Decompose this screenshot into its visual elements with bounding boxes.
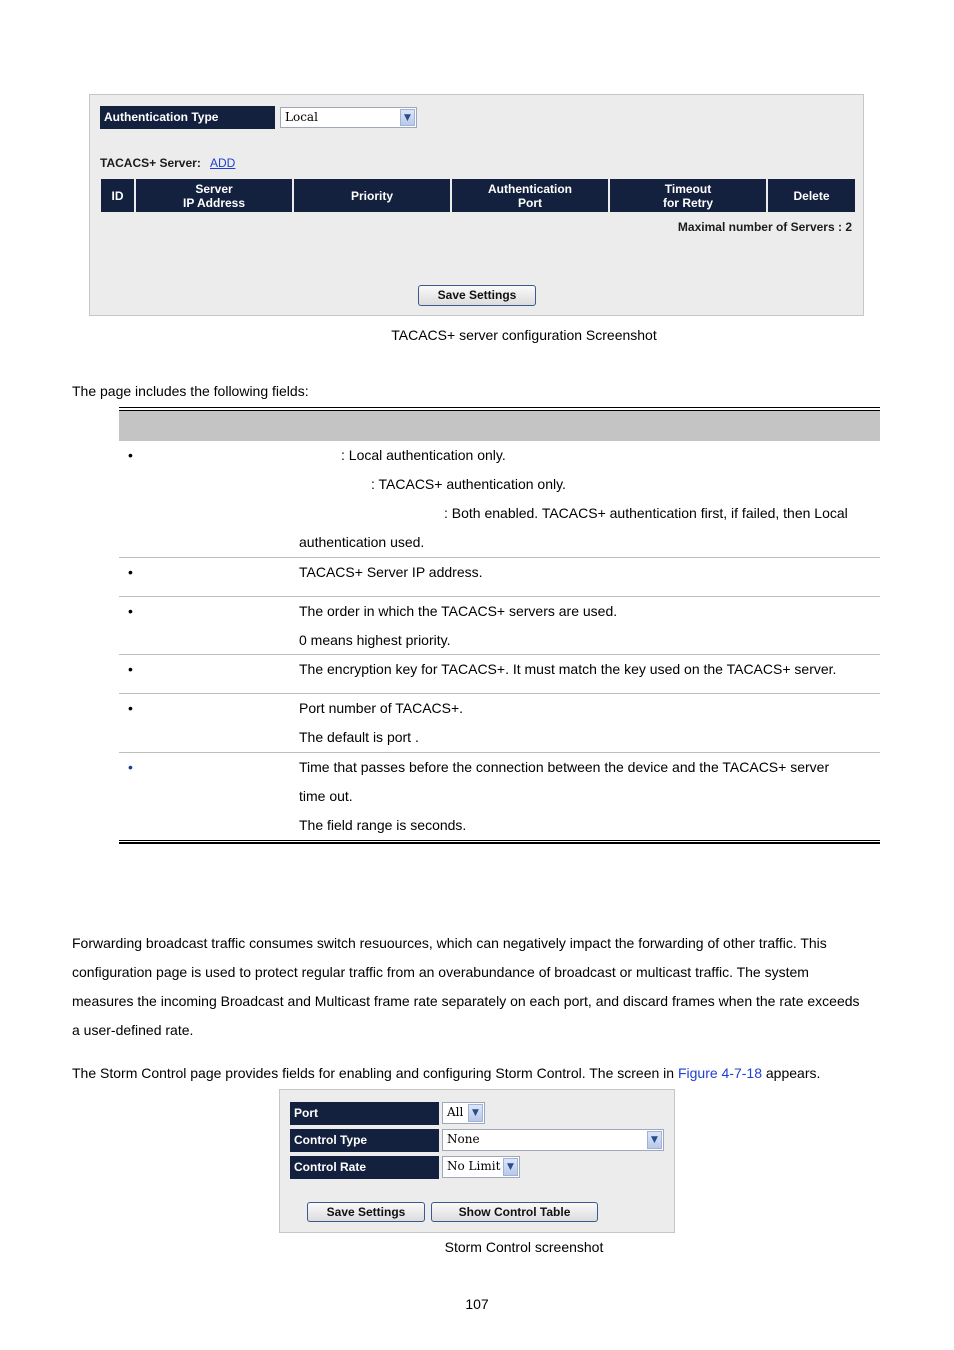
control-rate-label: Control Rate [290, 1156, 439, 1179]
field-desc-line: : Both enabled. TACACS+ authentication first, if failed, then Local [444, 505, 848, 521]
chevron-down-icon: ▼ [468, 1104, 483, 1122]
page-number: 107 [465, 1296, 489, 1312]
field-desc-line: The encryption key for TACACS+. It must match the key used on the TACACS+ server. [299, 661, 837, 677]
table-header-row [119, 411, 880, 441]
chevron-down-icon: ▼ [503, 1158, 518, 1176]
bullet: • [128, 564, 133, 580]
auth-type-label: Authentication Type [100, 106, 275, 129]
add-server-link[interactable]: ADD [210, 156, 236, 170]
bullet: • [128, 603, 133, 619]
port-select[interactable] [442, 1102, 485, 1124]
auth-type-select[interactable] [280, 107, 417, 128]
save-settings-button[interactable]: Save Settings [307, 1202, 425, 1222]
field-desc-line: : Local authentication only. [341, 447, 506, 463]
save-settings-button[interactable]: Save Settings [418, 285, 536, 306]
intro-text: The Storm Control page provides fields for enabling and configuring Storm Control. The screen in [72, 1065, 678, 1081]
field-desc-line: The field range is seconds. [299, 817, 467, 833]
server-table-header [101, 179, 855, 212]
show-control-table-button[interactable]: Show Control Table [431, 1202, 598, 1222]
control-type-label: Control Type [290, 1129, 439, 1152]
column-timeout: Timeout for Retry [610, 179, 768, 212]
field-desc-line: TACACS+ Server IP address. [299, 564, 483, 580]
column-id: ID [101, 179, 136, 212]
column-server-ip: Server IP Address [136, 179, 294, 212]
port-value: All [447, 1105, 464, 1119]
field-row-secret-key [119, 655, 880, 694]
field-desc-line: authentication used. [299, 534, 425, 550]
caption-storm-control: Storm Control screenshot [444, 1239, 604, 1255]
fields-intro: The page includes the following fields: [72, 383, 309, 399]
field-row-port [119, 694, 880, 753]
field-row-timeout [119, 753, 880, 839]
fields-table [119, 407, 880, 844]
figure-link[interactable]: Figure 4-7-18 [677, 1065, 762, 1081]
field-desc-line: : TACACS+ authentication only. [371, 476, 566, 492]
field-row-server-ip [119, 558, 880, 597]
intro-text-end: appears. [762, 1065, 821, 1081]
caption-tacacs: TACACS+ server configuration Screenshot [391, 327, 657, 343]
control-type-value: None [447, 1132, 480, 1146]
paragraph-line: measures the incoming Broadcast and Multicast frame rate separately on each port, and discard frames when the rate exceeds [72, 993, 860, 1009]
paragraph-line: configuration page is used to protect regular traffic from an overabundance of broadcast or multicast traffic. The system [72, 964, 809, 980]
bullet: • [128, 447, 133, 463]
column-auth-port: Authentication Port [452, 179, 610, 212]
chevron-down-icon: ▼ [647, 1131, 662, 1149]
control-type-select[interactable] [442, 1129, 664, 1151]
paragraph-line: a user-defined rate. [72, 1022, 194, 1038]
paragraph-line: Forwarding broadcast traffic consumes switch resuources, which can negatively impact the forwarding of other traffic. This [72, 935, 827, 951]
control-rate-value: No Limit [447, 1159, 501, 1173]
column-delete: Delete [793, 188, 830, 203]
field-desc-line: time out. [299, 788, 353, 804]
auth-type-value: Local [285, 110, 318, 124]
field-desc-line: Port number of TACACS+. [299, 700, 464, 716]
tacacs-server-label: TACACS+ Server: [100, 156, 201, 170]
bullet: • [128, 700, 133, 716]
field-row-priority [119, 597, 880, 655]
storm-control-description [72, 929, 892, 1045]
bullet: • [128, 661, 133, 677]
field-row-authentication-type [119, 441, 880, 558]
field-desc-line: The order in which the TACACS+ servers are used. [299, 603, 618, 619]
port-label: Port [290, 1102, 439, 1125]
field-desc-line: 0 means highest priority. [299, 632, 451, 648]
chevron-down-icon: ▼ [400, 109, 415, 126]
control-rate-select[interactable] [442, 1156, 520, 1178]
storm-control-intro [72, 1059, 820, 1088]
max-servers-note: Maximal number of Servers : 2 [677, 220, 852, 234]
field-desc-line: The default is port . [299, 729, 419, 745]
column-priority: Priority [294, 179, 452, 212]
field-desc-line: Time that passes before the connection between the device and the TACACS+ server [299, 759, 830, 775]
bullet: • [128, 759, 133, 775]
tacacs-config-screenshot [89, 94, 864, 316]
storm-control-screenshot [279, 1089, 675, 1233]
